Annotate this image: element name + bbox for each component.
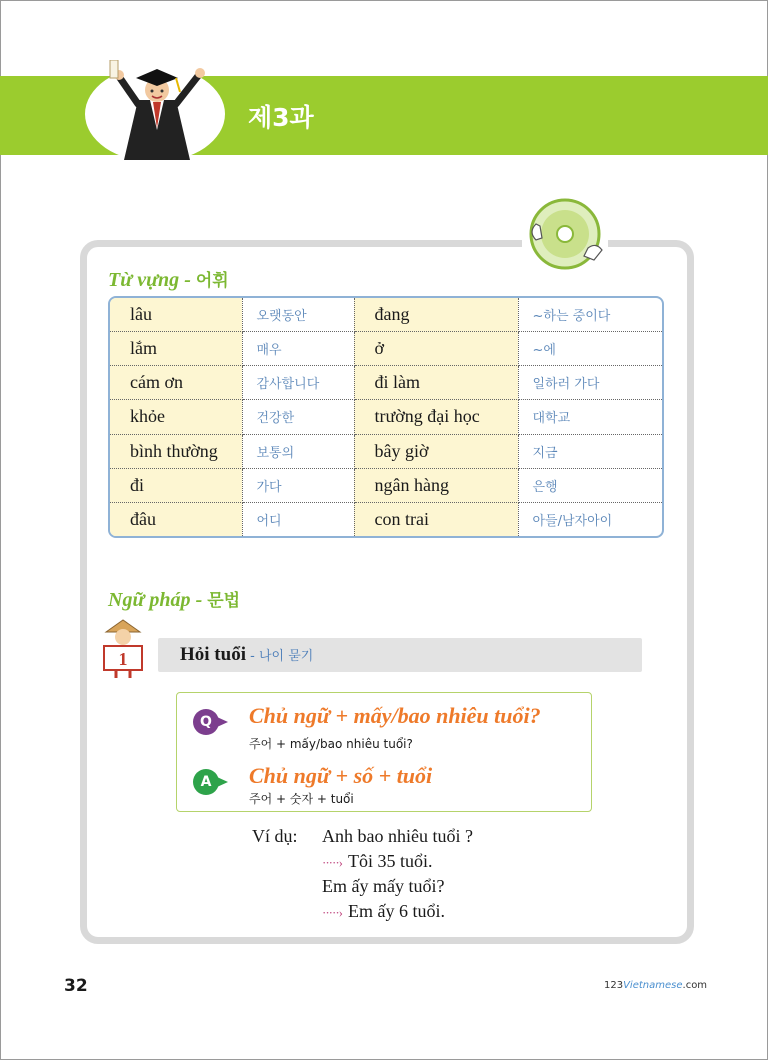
vocab-word: đâu — [110, 502, 242, 536]
table-row — [110, 400, 662, 434]
table-row — [110, 434, 662, 468]
arrow-icon: ·····› — [322, 855, 342, 870]
question-badge: Q — [193, 709, 219, 735]
site-logo — [604, 980, 707, 991]
grammar-heading-ko: 문법 — [207, 591, 241, 611]
answer-badge: A — [193, 769, 219, 795]
table-row — [110, 502, 662, 536]
vocabulary-heading-sep: - — [179, 269, 196, 291]
vocab-word: bình thường — [110, 434, 242, 468]
answer-formula: Chủ ngữ + số + tuổi — [249, 763, 433, 788]
example-answer-line — [322, 901, 445, 922]
student-number-icon — [100, 618, 146, 680]
answer-formula-ko: 주어 + 숫자 + tuổi — [249, 792, 354, 806]
vocab-word: bây giờ — [354, 434, 518, 468]
vocab-word: lắm — [110, 332, 242, 366]
vocabulary-heading — [108, 266, 229, 292]
grammar-item-title — [180, 644, 313, 666]
vocab-word: cám ơn — [110, 366, 242, 400]
vocab-meaning: 일하러 가다 — [518, 366, 662, 400]
vocabulary-heading-vi: Từ vựng — [108, 269, 180, 291]
grammar-item-title-vi: Hỏi tuổi — [180, 644, 246, 665]
cd-mascot-icon — [522, 194, 608, 274]
example-question: Em ấy mấy tuổi? — [322, 876, 445, 896]
grammar-heading — [108, 586, 240, 612]
vocab-meaning: 건강한 — [242, 400, 354, 434]
vocab-word: con trai — [354, 502, 518, 536]
pattern-box — [176, 692, 592, 812]
vocab-meaning: 은행 — [518, 468, 662, 502]
vocab-meaning: 감사합니다 — [242, 366, 354, 400]
vocab-word: ngân hàng — [354, 468, 518, 502]
grammar-heading-vi: Ngữ pháp — [108, 589, 191, 611]
question-formula-ko: 주어 + mấy/bao nhiêu tuổi? — [249, 737, 413, 751]
site-name: Vietnamese — [623, 980, 683, 991]
table-row — [110, 332, 662, 366]
example-answer: Em ấy 6 tuổi. — [347, 901, 445, 921]
vocab-word: trường đại học — [354, 400, 518, 434]
vocab-meaning: 아들/남자아이 — [532, 513, 613, 529]
graduate-illustration — [102, 60, 212, 164]
question-formula: Chủ ngữ + mấy/bao nhiêu tuổi? — [249, 703, 541, 728]
vocab-meaning: ~에 — [518, 332, 662, 366]
vocab-meaning: 오랫동안 — [242, 298, 354, 332]
vocab-word: ở — [354, 332, 518, 366]
grammar-item-bar — [158, 638, 642, 672]
example-answer: Tôi 35 tuổi. — [347, 851, 433, 871]
vocab-meaning: 매우 — [242, 332, 354, 366]
example-question: Anh bao nhiêu tuổi ? — [322, 826, 473, 846]
page-number: 32 — [64, 976, 88, 996]
vocab-meaning: 보통의 — [242, 434, 354, 468]
vocabulary-table — [108, 296, 664, 538]
vocab-word: đi làm — [354, 366, 518, 400]
vocab-meaning: 어디 — [242, 502, 354, 536]
vocabulary-heading-ko: 어휘 — [195, 271, 229, 291]
vocab-word: đi — [110, 468, 242, 502]
example-label: Ví dụ: — [252, 826, 298, 846]
site-suffix: .com — [682, 980, 708, 991]
item-number: 1 — [118, 649, 128, 669]
vocab-meaning: 지금 — [518, 434, 662, 468]
grammar-item-title-ko: - 나이 묻기 — [245, 649, 314, 664]
vocab-word: đang — [354, 298, 518, 332]
vocab-word: khỏe — [110, 400, 242, 434]
site-prefix: 123 — [604, 980, 624, 991]
table-row — [110, 298, 662, 332]
lesson-title: 제3과 — [248, 103, 314, 132]
arrow-icon: ·····› — [322, 905, 342, 920]
vocab-meaning: ~하는 중이다 — [518, 298, 662, 332]
vocab-meaning: 대학교 — [518, 400, 662, 434]
grammar-heading-sep: - — [190, 589, 208, 611]
vocab-meaning: 가다 — [242, 468, 354, 502]
table-row — [110, 468, 662, 502]
example-answer-line — [322, 851, 432, 872]
table-row — [110, 366, 662, 400]
vocab-word: lâu — [110, 298, 242, 332]
